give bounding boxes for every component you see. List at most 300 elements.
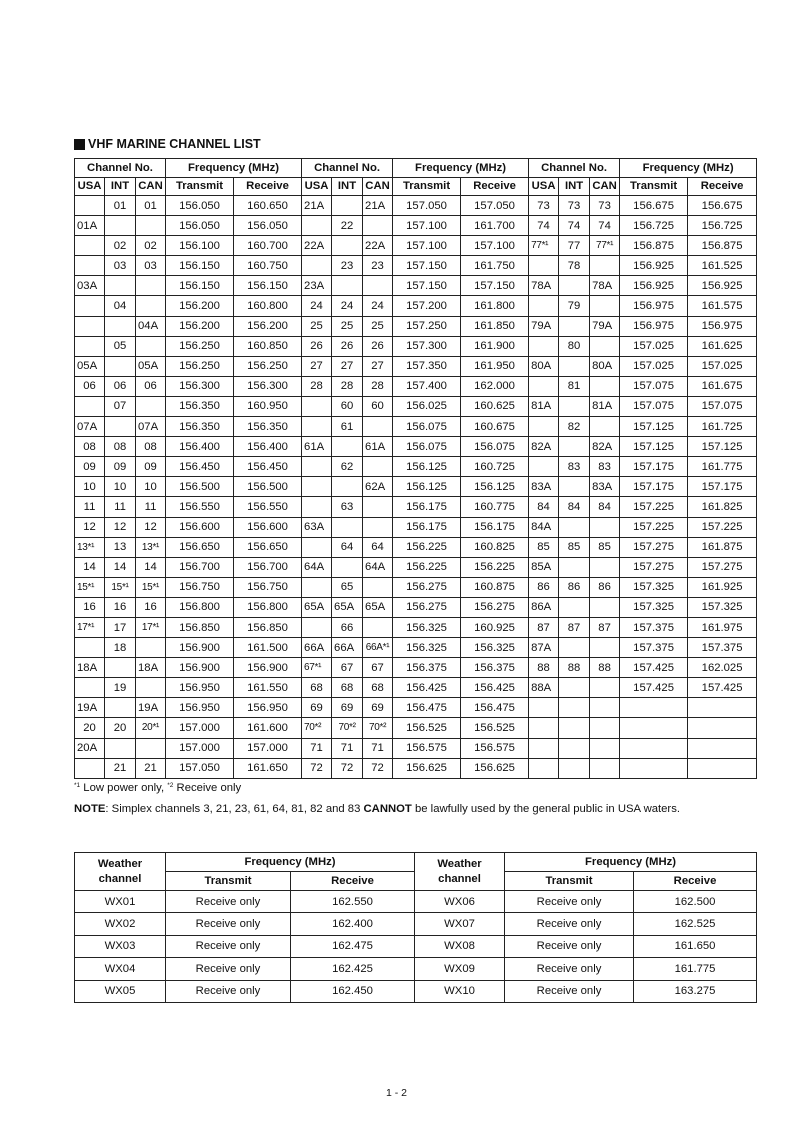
int-header: INT: [332, 177, 363, 196]
section-title-text: VHF MARINE CHANNEL LIST: [88, 137, 261, 151]
can-cell: 12: [136, 517, 166, 537]
int-cell: 64: [332, 537, 363, 557]
int-cell: 06: [105, 376, 136, 396]
receive-cell: 156.900: [234, 658, 302, 678]
can-cell: [590, 417, 620, 437]
transmit-cell: 157.100: [393, 236, 461, 256]
int-cell: 84: [559, 497, 590, 517]
int-cell: 28: [332, 376, 363, 396]
int-header: INT: [559, 177, 590, 196]
table-row: [75, 577, 757, 597]
usa-cell: 80A: [529, 356, 559, 376]
table-row: [75, 913, 757, 935]
int-cell: [559, 698, 590, 718]
transmit-cell: 157.425: [620, 678, 688, 698]
table-row: [75, 617, 757, 637]
receive-cell: 160.625: [461, 396, 529, 416]
transmit-cell: 156.175: [393, 497, 461, 517]
table-row: [75, 336, 757, 356]
int-cell: [332, 276, 363, 296]
transmit-cell: 156.975: [620, 316, 688, 336]
receive-header: Receive: [234, 177, 302, 196]
table-row: [75, 477, 757, 497]
footnote: [74, 782, 241, 794]
receive-cell: 157.075: [688, 396, 757, 416]
can-cell: [136, 276, 166, 296]
can-cell: [136, 638, 166, 658]
transmit-cell: 157.125: [620, 437, 688, 457]
transmit-cell: 156.275: [393, 577, 461, 597]
weather-channel-cell: WX10: [415, 980, 505, 1002]
transmit-cell: 156.600: [166, 517, 234, 537]
int-cell: [559, 597, 590, 617]
usa-cell: 74: [529, 216, 559, 236]
usa-cell: [75, 236, 105, 256]
int-cell: [105, 316, 136, 336]
int-cell: 67: [332, 658, 363, 678]
table-row: [75, 316, 757, 336]
transmit-cell: 157.150: [393, 256, 461, 276]
transmit-header: Transmit: [620, 177, 688, 196]
receive-cell: 161.600: [234, 718, 302, 738]
receive-cell: 156.675: [688, 196, 757, 216]
receive-header: Receive: [688, 177, 757, 196]
transmit-cell: 156.500: [166, 477, 234, 497]
usa-cell: [302, 396, 332, 416]
receive-cell: 161.650: [634, 935, 757, 957]
can-cell: 04A: [136, 316, 166, 336]
usa-cell: [302, 617, 332, 637]
receive-cell: 160.650: [234, 196, 302, 216]
can-cell: 64A: [363, 557, 393, 577]
usa-cell: [302, 417, 332, 437]
usa-cell: 19A: [75, 698, 105, 718]
can-cell: 60: [363, 396, 393, 416]
usa-cell: 07A: [75, 417, 105, 437]
channel-no-header: Channel No.: [529, 159, 620, 178]
transmit-cell: 157.300: [393, 336, 461, 356]
int-cell: 70*²: [332, 718, 363, 738]
receive-cell: 156.650: [234, 537, 302, 557]
receive-cell: 156.625: [461, 758, 529, 778]
transmit-cell: 156.325: [393, 638, 461, 658]
int-cell: 02: [105, 236, 136, 256]
int-cell: 16: [105, 597, 136, 617]
int-cell: [332, 196, 363, 216]
transmit-cell: Receive only: [166, 913, 291, 935]
can-cell: 65A: [363, 597, 393, 617]
receive-cell: 161.900: [461, 336, 529, 356]
footnote-mark-2: *2: [167, 782, 174, 789]
can-cell: 62A: [363, 477, 393, 497]
int-header: INT: [105, 177, 136, 196]
can-cell: [590, 296, 620, 316]
receive-cell: 156.850: [234, 617, 302, 637]
transmit-cell: 156.225: [393, 537, 461, 557]
usa-cell: 25: [302, 316, 332, 336]
transmit-cell: 156.050: [166, 216, 234, 236]
can-cell: 22A: [363, 236, 393, 256]
transmit-cell: 157.200: [393, 296, 461, 316]
usa-cell: 84A: [529, 517, 559, 537]
receive-cell: 156.950: [234, 698, 302, 718]
can-cell: 83A: [590, 477, 620, 497]
transmit-cell: 156.875: [620, 236, 688, 256]
can-cell: 69: [363, 698, 393, 718]
can-cell: 87: [590, 617, 620, 637]
usa-header: USA: [529, 177, 559, 196]
square-bullet-icon: [74, 139, 85, 150]
int-cell: 04: [105, 296, 136, 316]
int-cell: 81: [559, 376, 590, 396]
int-cell: 65A: [332, 597, 363, 617]
usa-cell: 83A: [529, 477, 559, 497]
transmit-cell: 157.225: [620, 497, 688, 517]
receive-cell: 162.550: [291, 891, 415, 913]
can-cell: 80A: [590, 356, 620, 376]
receive-cell: 157.000: [234, 738, 302, 758]
usa-cell: 63A: [302, 517, 332, 537]
usa-cell: 73: [529, 196, 559, 216]
table-row: [75, 758, 757, 778]
weather-channel-cell: WX05: [75, 980, 166, 1002]
can-cell: 26: [363, 336, 393, 356]
transmit-cell: 156.725: [620, 216, 688, 236]
int-cell: 61: [332, 417, 363, 437]
usa-cell: [302, 497, 332, 517]
can-cell: 79A: [590, 316, 620, 336]
can-cell: 73: [590, 196, 620, 216]
receive-cell: 156.525: [461, 718, 529, 738]
frequency-header: Frequency (MHz): [393, 159, 529, 178]
receive-cell: 156.250: [234, 356, 302, 376]
channel-no-header: Channel No.: [75, 159, 166, 178]
receive-cell: 156.150: [234, 276, 302, 296]
int-cell: 13: [105, 537, 136, 557]
int-cell: 14: [105, 557, 136, 577]
can-cell: 18A: [136, 658, 166, 678]
channel-no-header: Channel No.: [302, 159, 393, 178]
can-cell: [136, 396, 166, 416]
transmit-cell: 156.075: [393, 417, 461, 437]
transmit-cell: 156.325: [393, 617, 461, 637]
transmit-cell: 156.250: [166, 336, 234, 356]
transmit-cell: 156.900: [166, 658, 234, 678]
transmit-cell: 157.000: [166, 738, 234, 758]
int-cell: [559, 276, 590, 296]
receive-cell: 162.500: [634, 891, 757, 913]
transmit-cell: 157.350: [393, 356, 461, 376]
transmit-cell: 156.200: [166, 296, 234, 316]
int-cell: 15*¹: [105, 577, 136, 597]
int-cell: 77: [559, 236, 590, 256]
receive-cell: 161.925: [688, 577, 757, 597]
transmit-cell: 156.950: [166, 678, 234, 698]
table-row: [75, 216, 757, 236]
int-cell: 78: [559, 256, 590, 276]
transmit-header: Transmit: [393, 177, 461, 196]
receive-cell: 161.725: [688, 417, 757, 437]
transmit-cell: 157.400: [393, 376, 461, 396]
transmit-cell: 156.100: [166, 236, 234, 256]
transmit-cell: 157.225: [620, 517, 688, 537]
usa-cell: [75, 638, 105, 658]
int-cell: [105, 216, 136, 236]
receive-cell: 157.325: [688, 597, 757, 617]
receive-cell: 157.125: [688, 437, 757, 457]
transmit-cell: 156.650: [166, 537, 234, 557]
int-cell: [105, 276, 136, 296]
transmit-cell: 156.075: [393, 437, 461, 457]
can-cell: 78A: [590, 276, 620, 296]
usa-cell: 15*¹: [75, 577, 105, 597]
receive-cell: 161.775: [634, 958, 757, 980]
transmit-cell: 156.550: [166, 497, 234, 517]
receive-cell: 156.875: [688, 236, 757, 256]
int-cell: [332, 437, 363, 457]
footnote-text-1: Low power only,: [80, 782, 168, 794]
transmit-header: Transmit: [505, 872, 634, 891]
transmit-cell: 156.850: [166, 617, 234, 637]
table-row: [75, 497, 757, 517]
int-cell: [559, 437, 590, 457]
transmit-cell: [620, 698, 688, 718]
receive-cell: 161.975: [688, 617, 757, 637]
transmit-cell: 156.900: [166, 638, 234, 658]
int-cell: 01: [105, 196, 136, 216]
transmit-header: Transmit: [166, 872, 291, 891]
receive-cell: 162.475: [291, 935, 415, 957]
receive-cell: 161.625: [688, 336, 757, 356]
usa-cell: 13*¹: [75, 537, 105, 557]
table-row: [75, 537, 757, 557]
receive-cell: 156.475: [461, 698, 529, 718]
receive-cell: 156.700: [234, 557, 302, 577]
int-cell: 72: [332, 758, 363, 778]
int-cell: [105, 356, 136, 376]
receive-header: Receive: [291, 872, 415, 891]
can-cell: 21A: [363, 196, 393, 216]
transmit-cell: 157.375: [620, 617, 688, 637]
table-row: [75, 196, 757, 216]
int-cell: 66: [332, 617, 363, 637]
receive-cell: 156.750: [234, 577, 302, 597]
usa-cell: [529, 256, 559, 276]
can-cell: [363, 276, 393, 296]
transmit-cell: 157.275: [620, 557, 688, 577]
weather-channel-cell: WX08: [415, 935, 505, 957]
receive-cell: 156.300: [234, 376, 302, 396]
receive-cell: 157.275: [688, 557, 757, 577]
usa-cell: 84: [529, 497, 559, 517]
int-cell: 11: [105, 497, 136, 517]
usa-cell: 86A: [529, 597, 559, 617]
usa-cell: 03A: [75, 276, 105, 296]
receive-cell: [688, 718, 757, 738]
transmit-header: Transmit: [166, 177, 234, 196]
int-cell: 66A: [332, 638, 363, 658]
usa-cell: [75, 296, 105, 316]
int-cell: [559, 356, 590, 376]
transmit-cell: 157.125: [620, 417, 688, 437]
transmit-cell: [620, 738, 688, 758]
usa-cell: 77*¹: [529, 236, 559, 256]
transmit-cell: 156.475: [393, 698, 461, 718]
receive-cell: 162.025: [688, 658, 757, 678]
usa-cell: 22A: [302, 236, 332, 256]
can-cell: 83: [590, 457, 620, 477]
receive-cell: 156.200: [234, 316, 302, 336]
transmit-cell: 157.075: [620, 376, 688, 396]
receive-cell: 160.675: [461, 417, 529, 437]
transmit-cell: 157.100: [393, 216, 461, 236]
int-cell: 60: [332, 396, 363, 416]
can-cell: [136, 336, 166, 356]
table-row: [75, 891, 757, 913]
usa-cell: 69: [302, 698, 332, 718]
receive-cell: 161.700: [461, 216, 529, 236]
transmit-cell: Receive only: [166, 958, 291, 980]
can-cell: 27: [363, 356, 393, 376]
transmit-cell: 157.150: [393, 276, 461, 296]
can-cell: [363, 577, 393, 597]
transmit-cell: 156.400: [166, 437, 234, 457]
receive-cell: 160.875: [461, 577, 529, 597]
can-cell: 07A: [136, 417, 166, 437]
int-cell: 83: [559, 457, 590, 477]
transmit-cell: 157.325: [620, 577, 688, 597]
transmit-cell: 156.950: [166, 698, 234, 718]
usa-cell: 17*¹: [75, 617, 105, 637]
can-cell: 71: [363, 738, 393, 758]
can-cell: [590, 256, 620, 276]
table-row: [75, 557, 757, 577]
usa-cell: 86: [529, 577, 559, 597]
int-cell: 17: [105, 617, 136, 637]
usa-cell: [75, 336, 105, 356]
int-cell: 20: [105, 718, 136, 738]
receive-cell: 161.650: [234, 758, 302, 778]
can-cell: 81A: [590, 396, 620, 416]
can-cell: 82A: [590, 437, 620, 457]
can-cell: 61A: [363, 437, 393, 457]
transmit-cell: Receive only: [505, 958, 634, 980]
receive-cell: 161.775: [688, 457, 757, 477]
usa-cell: 12: [75, 517, 105, 537]
int-cell: [559, 678, 590, 698]
table-row: [75, 638, 757, 658]
usa-cell: [302, 457, 332, 477]
footnote-mark-1: *1: [74, 782, 81, 789]
can-cell: 11: [136, 497, 166, 517]
transmit-cell: 156.925: [620, 276, 688, 296]
usa-cell: [302, 477, 332, 497]
transmit-cell: [620, 758, 688, 778]
usa-cell: 16: [75, 597, 105, 617]
receive-cell: 156.375: [461, 658, 529, 678]
weather-channel-cell: WX06: [415, 891, 505, 913]
int-cell: 05: [105, 336, 136, 356]
int-cell: 73: [559, 196, 590, 216]
receive-cell: 157.150: [461, 276, 529, 296]
receive-cell: 156.725: [688, 216, 757, 236]
receive-cell: 160.925: [461, 617, 529, 637]
transmit-cell: 156.750: [166, 577, 234, 597]
usa-cell: [529, 296, 559, 316]
can-cell: 09: [136, 457, 166, 477]
table-row: [75, 678, 757, 698]
usa-cell: [529, 457, 559, 477]
int-cell: 62: [332, 457, 363, 477]
receive-header: Receive: [461, 177, 529, 196]
can-cell: [590, 517, 620, 537]
can-cell: 13*¹: [136, 537, 166, 557]
int-cell: 18: [105, 638, 136, 658]
transmit-cell: 156.300: [166, 376, 234, 396]
int-cell: 09: [105, 457, 136, 477]
can-cell: 85: [590, 537, 620, 557]
usa-cell: [529, 376, 559, 396]
receive-cell: 162.525: [634, 913, 757, 935]
receive-cell: 156.800: [234, 597, 302, 617]
transmit-cell: Receive only: [505, 980, 634, 1002]
receive-cell: 160.775: [461, 497, 529, 517]
usa-cell: 87: [529, 617, 559, 637]
can-cell: [363, 417, 393, 437]
usa-cell: [529, 698, 559, 718]
note-text-end: be lawfully used by the general public in USA waters.: [411, 803, 680, 815]
transmit-cell: Receive only: [505, 935, 634, 957]
receive-cell: 160.725: [461, 457, 529, 477]
table-row: [75, 658, 757, 678]
receive-cell: 162.000: [461, 376, 529, 396]
usa-cell: [75, 316, 105, 336]
table-row: [75, 958, 757, 980]
int-cell: [559, 316, 590, 336]
can-cell: [363, 497, 393, 517]
can-cell: 28: [363, 376, 393, 396]
int-cell: 10: [105, 477, 136, 497]
receive-cell: 157.225: [688, 517, 757, 537]
receive-cell: 157.375: [688, 638, 757, 658]
usa-cell: 67*¹: [302, 658, 332, 678]
int-cell: 82: [559, 417, 590, 437]
int-cell: 26: [332, 336, 363, 356]
usa-cell: 09: [75, 457, 105, 477]
can-header: CAN: [590, 177, 620, 196]
receive-cell: 161.750: [461, 256, 529, 276]
transmit-cell: 156.200: [166, 316, 234, 336]
can-cell: [363, 517, 393, 537]
transmit-cell: 156.700: [166, 557, 234, 577]
table-row: [75, 236, 757, 256]
table-row: [75, 935, 757, 957]
table-row: [75, 256, 757, 276]
int-cell: 19: [105, 678, 136, 698]
int-cell: [559, 758, 590, 778]
receive-cell: 161.800: [461, 296, 529, 316]
weather-channel-cell: WX02: [75, 913, 166, 935]
weather-table: [74, 852, 757, 1003]
int-cell: [332, 557, 363, 577]
usa-header: USA: [302, 177, 332, 196]
table-row: [75, 718, 757, 738]
weather-channel-cell: WX04: [75, 958, 166, 980]
receive-cell: 157.100: [461, 236, 529, 256]
usa-cell: 20A: [75, 738, 105, 758]
weather-frequency-header: Frequency (MHz): [166, 853, 415, 872]
receive-cell: 160.750: [234, 256, 302, 276]
